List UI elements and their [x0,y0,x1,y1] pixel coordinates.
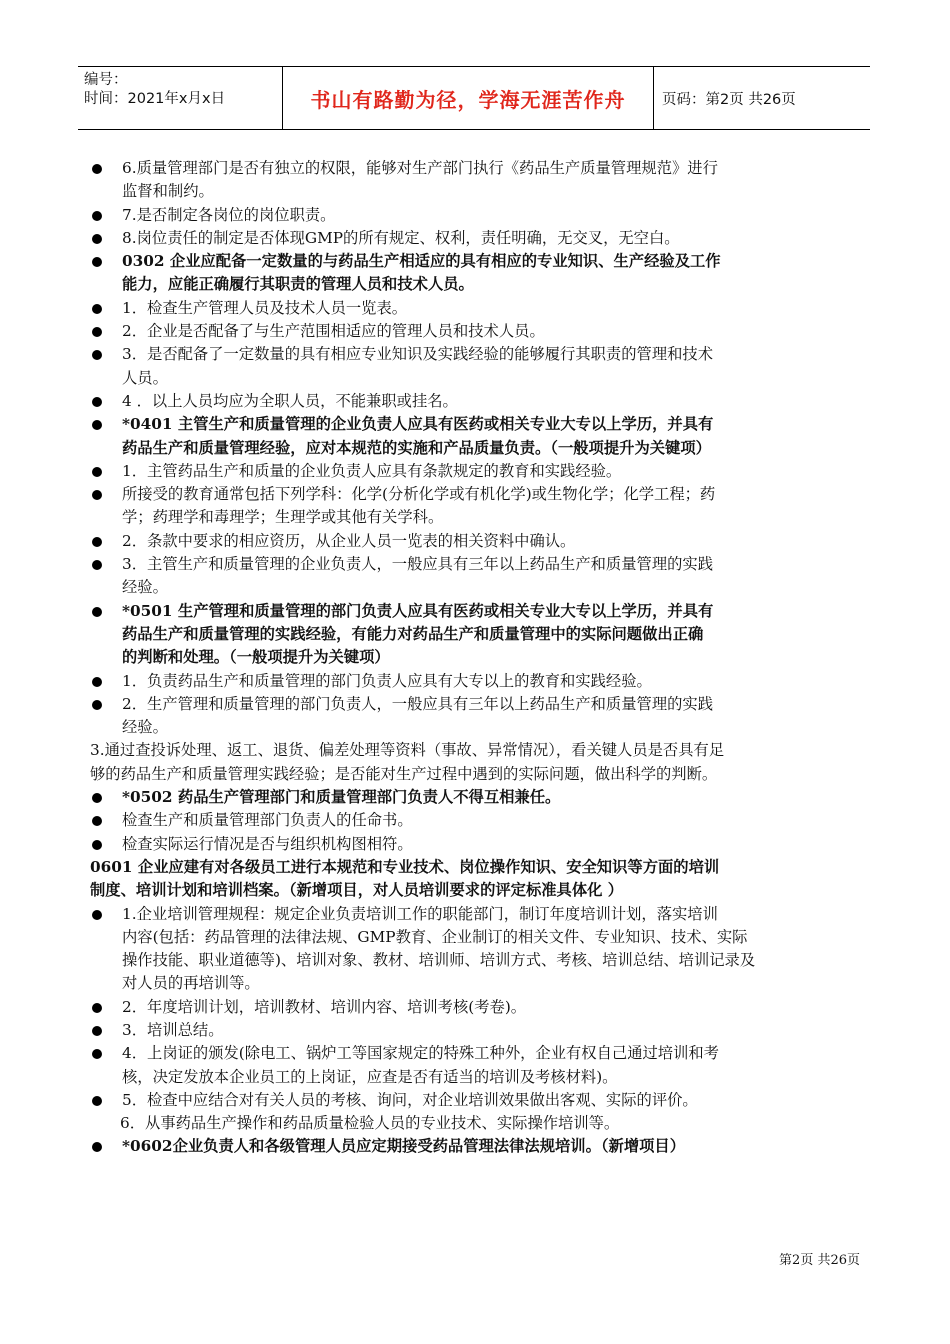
text-line [90,1135,862,1158]
text-line [90,390,862,413]
bullet-icon [92,164,102,174]
text-line [90,157,862,180]
text-line [90,1089,862,1112]
header-meta [78,67,282,129]
bullet-icon [92,420,102,430]
bullet-icon [92,467,102,477]
line-text: 2．年度培训计划，培训教材、培训内容、培训考核(考卷)。 [122,997,527,1016]
text-line [90,250,862,273]
page-footer: 第2页 共26页 [779,1253,860,1268]
text-line [90,413,862,436]
header-table [78,66,870,130]
text-line [90,856,862,879]
text-line [90,739,862,762]
line-text: 6．从事药品生产操作和药品质量检验人员的专业技术、实际操作培训等。 [120,1114,620,1133]
text-line [90,972,862,995]
bullet-icon [92,1142,102,1152]
text-line [90,180,862,203]
line-text: 药品生产和质量管理的实践经验，有能力对药品生产和质量管理中的实际问题做出正确 [122,624,704,643]
header-page-info: 页码：第2页 共26页 [662,91,796,108]
text-line [90,530,862,553]
line-text: 对人员的再培训等。 [122,974,260,993]
text-line [90,1112,862,1135]
line-text: 3.通过查投诉处理、返工、退货、偏差处理等资料（事故、异常情况），看关键人员是否具有足 [90,741,725,760]
time-label: 时间：2021年x月x日 [84,91,226,107]
line-text: 8.岗位责任的制定是否体现GMP的所有规定、权利，责任明确，无交叉，无空白。 [122,228,680,247]
line-text: 内容(包括：药品管理的法律法规、GMP教育、企业制订的相关文件、专业知识、技术、实际 [122,927,748,946]
line-text: 学；药理学和毒理学；生理学或其他有关学科。 [122,508,444,527]
line-text: 操作技能、职业道德等)、培训对象、教材、培训师、培训方式、考核、培训总结、培训记录及 [122,951,756,970]
text-line [90,879,862,902]
bullet-icon [92,1049,102,1059]
bullet-icon [92,327,102,337]
bullet-icon [92,1003,102,1013]
bullet-icon [92,350,102,360]
text-line [90,646,862,669]
bullet-icon [92,560,102,570]
text-line [90,693,862,716]
line-text: 4．上岗证的颁发(除电工、锅炉工等国家规定的特殊工种外，企业有权自己通过培训和考 [122,1044,719,1063]
line-text: 1．检查生产管理人员及技术人员一览表。 [122,298,408,317]
line-text: *0501 生产管理和质量管理的部门负责人应具有医药或相关专业大专以上学历，并具有 [122,601,714,620]
line-text: 核，决定发放本企业员工的上岗证，应查是否有适当的培训及考核材料)。 [122,1067,618,1086]
text-line [90,437,862,460]
bullet-icon [92,816,102,826]
text-line [90,483,862,506]
bullet-icon [92,211,102,221]
bullet-icon [92,537,102,547]
text-line [90,553,862,576]
line-text: *0602企业负责人和各级管理人员应定期接受药品管理法律法规培训。（新增项目） [122,1137,686,1156]
text-line [90,833,862,856]
line-text: 制度、培训计划和培训档案。（新增项目，对人员培训要求的评定标准具体化 ） [90,881,624,900]
bullet-icon [92,304,102,314]
line-text: *0401 主管生产和质量管理的企业负责人应具有医药或相关专业大专以上学历，并具有 [122,415,714,434]
text-line [90,1066,862,1089]
line-text: 3．主管生产和质量管理的企业负责人，一般应具有三年以上药品生产和质量管理的实践 [122,555,714,574]
text-line [90,227,862,250]
text-line [90,343,862,366]
line-text: 0601 企业应建有对各级员工进行本规范和专业技术、岗位操作知识、安全知识等方面的培训 [90,857,720,876]
line-text: 药品生产和质量管理经验，应对本规范的实施和产品质量负责。（一般项提升为关键项） [122,438,711,457]
bullet-icon [92,234,102,244]
text-line [90,996,862,1019]
line-text: 4 ．以上人员均应为全职人员，不能兼职或挂名。 [122,391,458,410]
header-motto: 书山有路勤为径，学海无涯苦作舟 [282,67,654,129]
text-line [90,367,862,390]
line-text: 够的药品生产和质量管理实践经验；是否能对生产过程中遇到的实际问题，做出科学的判断。 [90,764,718,783]
text-line [90,1019,862,1042]
text-line [90,926,862,949]
line-text: 5．检查中应结合对有关人员的考核、询问，对企业培训效果做出客观、实际的评价。 [122,1090,698,1109]
bullet-icon [92,257,102,267]
line-text: 3．培训总结。 [122,1020,224,1039]
bullet-icon [92,607,102,617]
text-line [90,297,862,320]
bullet-icon [92,910,102,920]
bullet-icon [92,490,102,500]
text-line [90,716,862,739]
bullet-icon [92,700,102,710]
line-text: 0302 企业应配备一定数量的与药品生产相适应的具有相应的专业知识、生产经验及工作 [122,252,721,271]
text-line [90,460,862,483]
text-line [90,670,862,693]
line-text: 1．主管药品生产和质量的企业负责人应具有条款规定的教育和实践经验。 [122,461,622,480]
line-text: 经验。 [122,578,168,597]
document-body [90,157,862,1159]
line-text: 1．负责药品生产和质量管理的部门负责人应具有大专以上的教育和实践经验。 [122,671,652,690]
line-text: 经验。 [122,718,168,737]
bullet-icon [92,397,102,407]
line-text: 6.质量管理部门是否有独立的权限，能够对生产部门执行《药品生产质量管理规范》进行 [122,159,718,177]
text-line [90,763,862,786]
text-line [90,506,862,529]
line-text: 1.企业培训管理规程：规定企业负责培训工作的职能部门，制订年度培训计划，落实培训 [122,904,718,923]
line-text: 2．企业是否配备了与生产范围相适应的管理人员和技术人员。 [122,322,545,341]
line-text: 7.是否制定各岗位的岗位职责。 [122,205,336,224]
text-line [90,273,862,296]
text-line [90,204,862,227]
line-text: 的判断和处理。（一般项提升为关键项） [122,648,390,667]
line-text: 所接受的教育通常包括下列学科：化学(分析化学或有机化学)或生物化学；化学工程；药 [122,485,716,504]
text-line [90,623,862,646]
text-line [90,809,862,832]
bullet-icon [92,1096,102,1106]
text-line [90,1042,862,1065]
text-line [90,903,862,926]
line-text: 3．是否配备了一定数量的具有相应专业知识及实践经验的能够履行其职责的管理和技术 [122,345,714,364]
text-line [90,320,862,343]
line-text: 能力，应能正确履行其职责的管理人员和技术人员。 [122,275,474,294]
line-text: 2．条款中要求的相应资历，从企业人员一览表的相关资料中确认。 [122,531,576,550]
text-line [90,949,862,972]
line-text: 监督和制约。 [122,182,214,201]
text-line [90,786,862,809]
bullet-icon [92,1026,102,1036]
line-text: 2．生产管理和质量管理的部门负责人，一般应具有三年以上药品生产和质量管理的实践 [122,694,714,713]
bullet-icon [92,840,102,850]
bullet-icon [92,793,102,803]
text-line [90,576,862,599]
line-text: *0502 药品生产管理部门和质量管理部门负责人不得互相兼任。 [122,788,561,807]
line-text: 人员。 [122,368,168,387]
line-text: 检查实际运行情况是否与组织机构图相符。 [122,834,413,853]
line-text: 检查生产和质量管理部门负责人的任命书。 [122,811,413,830]
text-line [90,600,862,623]
number-label: 编号： [84,72,128,88]
bullet-icon [92,677,102,687]
